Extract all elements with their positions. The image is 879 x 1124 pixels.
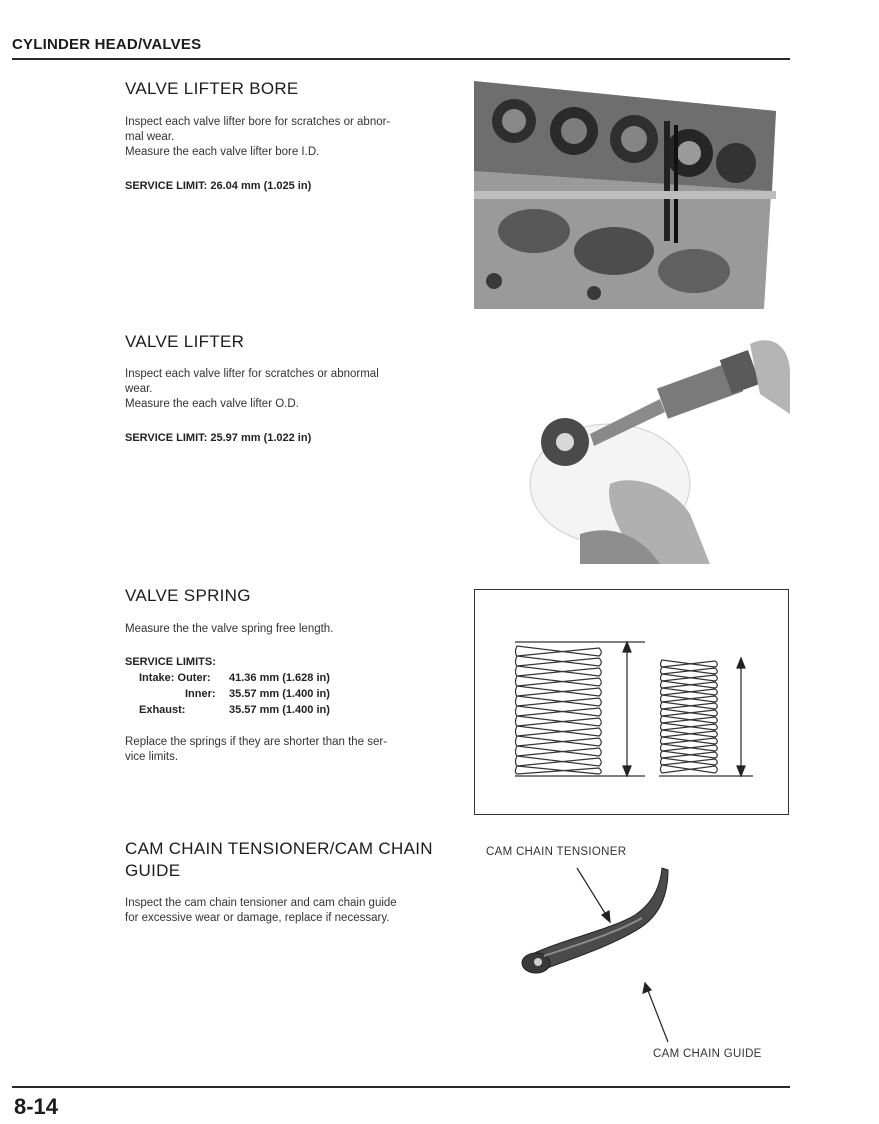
exhaust-value: 35.57 mm (1.400 in)	[229, 704, 330, 716]
title-line: GUIDE	[125, 861, 181, 880]
title-line: CAM CHAIN TENSIONER/CAM CHAIN	[125, 839, 433, 858]
inner-spring-illustration	[659, 660, 753, 776]
valve-lifter-bore-title: VALVE LIFTER BORE	[125, 79, 299, 98]
inner-free-length-arrow	[737, 658, 745, 776]
text-line: Measure the each valve lifter O.D.	[125, 398, 299, 410]
valve-lifter-limit: SERVICE LIMIT: 25.97 mm (1.022 in)	[125, 432, 312, 444]
outer-spring-illustration	[515, 642, 645, 776]
text-line: Replace the springs if they are shorter than the ser-	[125, 736, 388, 748]
header-rule	[12, 58, 790, 60]
callout-cam-chain-tensioner: CAM CHAIN TENSIONER	[486, 846, 627, 858]
valve-spring-text: Measure the the valve spring free length.	[125, 623, 334, 635]
valve-lifter-bore-limit: SERVICE LIMIT: 26.04 mm (1.025 in)	[125, 180, 312, 192]
section-header: CYLINDER HEAD/VALVES	[12, 36, 202, 53]
footer-rule	[12, 1086, 790, 1088]
valve-lifter-title: VALVE LIFTER	[125, 332, 245, 351]
valve-spring-title: VALVE SPRING	[125, 586, 251, 605]
cylinder-head-photo	[474, 81, 776, 309]
valve-spring-diagram	[474, 589, 789, 815]
text-line: wear.	[125, 383, 153, 395]
text-line: mal wear.	[125, 131, 175, 143]
intake-outer-value: 41.36 mm (1.628 in)	[229, 672, 330, 684]
micrometer-photo	[520, 334, 790, 564]
page-number: 8-14	[14, 1094, 59, 1119]
text-line: Measure the each valve lifter bore I.D.	[125, 146, 320, 158]
text-line: Inspect the cam chain tensioner and cam chain guide	[125, 897, 397, 909]
valve-lifter-bore-text	[125, 115, 457, 160]
cam-chain-title	[125, 838, 433, 882]
text-line: Inspect each valve lifter bore for scratches or abnor-	[125, 116, 391, 128]
intake-inner-value: 35.57 mm (1.400 in)	[229, 688, 330, 700]
text-line: for excessive wear or damage, replace if necessary.	[125, 912, 390, 924]
valve-spring-replace-text	[125, 735, 457, 765]
exhaust-label: Exhaust:	[139, 704, 186, 716]
service-limits-heading: SERVICE LIMITS:	[125, 656, 216, 668]
callout-cam-chain-guide: CAM CHAIN GUIDE	[653, 1048, 762, 1060]
valve-lifter-text	[125, 367, 457, 412]
text-line: vice limits.	[125, 751, 179, 763]
cam-chain-tensioner-illustration	[500, 860, 700, 1050]
outer-free-length-arrow	[623, 642, 631, 776]
intake-inner-label: Inner:	[185, 688, 216, 700]
intake-outer-label: Intake: Outer:	[139, 672, 211, 684]
cam-chain-text	[125, 896, 457, 926]
text-line: Inspect each valve lifter for scratches or abnormal	[125, 368, 379, 380]
